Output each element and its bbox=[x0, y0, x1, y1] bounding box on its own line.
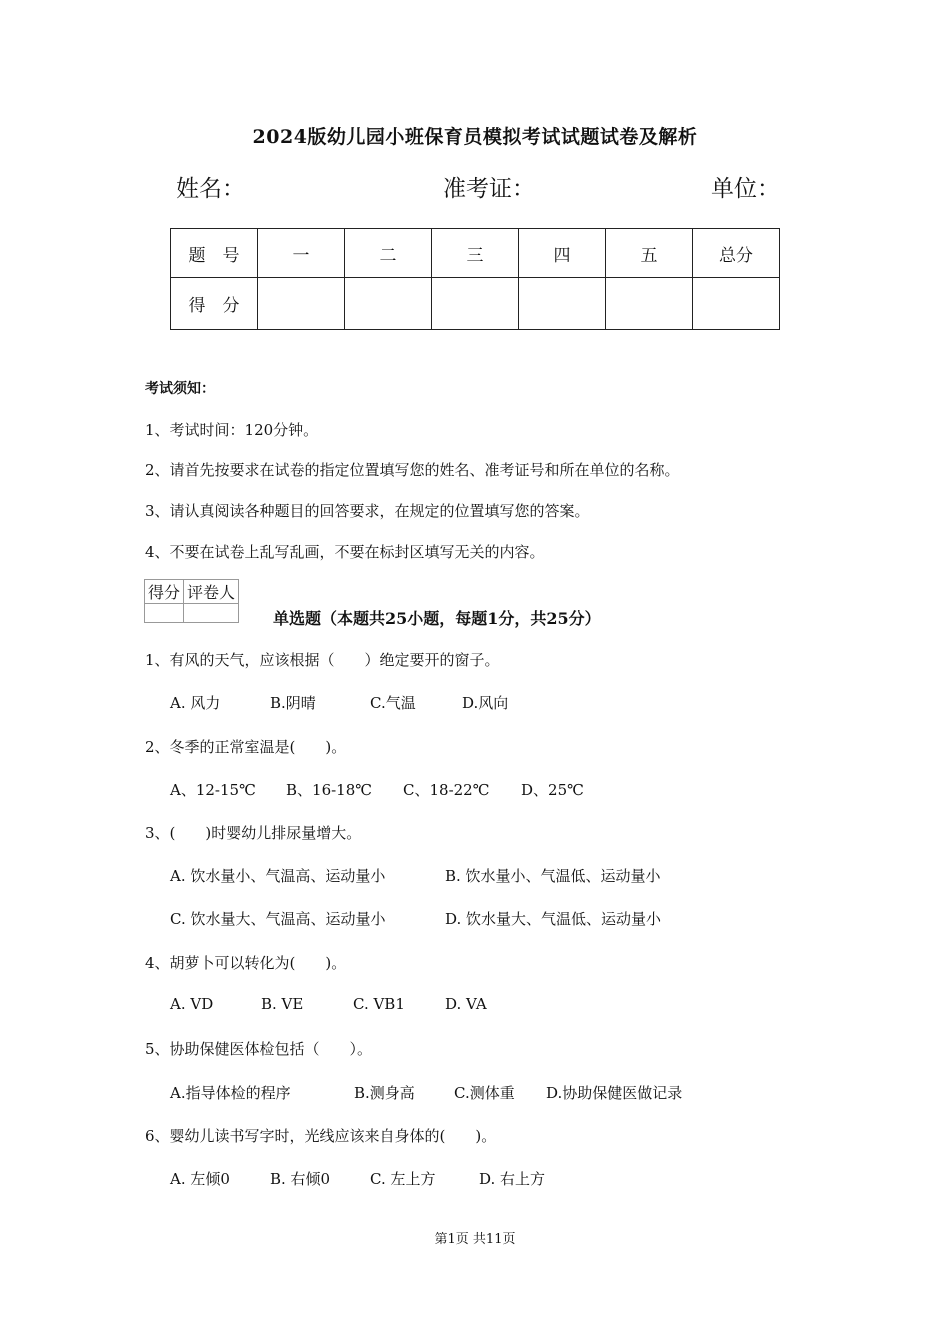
option-b[interactable]: B、16-18℃ bbox=[286, 781, 373, 799]
notice-heading: 考试须知： bbox=[145, 381, 215, 397]
score-input-cell[interactable] bbox=[345, 278, 432, 330]
question-options bbox=[170, 995, 487, 1013]
option-c[interactable]: C. 饮水量大、气温高、运动量小 bbox=[170, 910, 386, 928]
option-c[interactable]: C.气温 bbox=[370, 694, 416, 712]
option-a[interactable]: A、12-15℃ bbox=[170, 781, 256, 799]
option-d[interactable]: D. 右上方 bbox=[479, 1170, 546, 1188]
document-title: 2024版幼儿园小班保育员模拟考试试题试卷及解析 bbox=[252, 126, 698, 148]
option-a[interactable]: A.指导体检的程序 bbox=[170, 1084, 291, 1102]
question-stem: 6、婴幼儿读书写字时，光线应该来自身体的( )。 bbox=[145, 1127, 497, 1145]
score-table-score-row bbox=[171, 278, 780, 330]
grader-score-cell[interactable] bbox=[145, 604, 184, 623]
score-input-cell[interactable] bbox=[693, 278, 780, 330]
score-table-header-cell: 四 bbox=[519, 229, 606, 278]
question-options bbox=[170, 779, 584, 800]
option-a[interactable]: A. 风力 bbox=[170, 694, 221, 712]
notice-item: 4、不要在试卷上乱写乱画，不要在标封区填写无关的内容。 bbox=[145, 543, 545, 561]
option-c[interactable]: C. 左上方 bbox=[370, 1170, 436, 1188]
option-c[interactable]: C、18-22℃ bbox=[403, 781, 490, 799]
option-a[interactable]: A. 饮水量小、气温高、运动量小 bbox=[170, 867, 386, 885]
grader-box bbox=[144, 579, 239, 623]
question-options bbox=[170, 908, 661, 929]
question-options bbox=[170, 1168, 545, 1189]
option-b[interactable]: B. 饮水量小、气温低、运动量小 bbox=[445, 867, 661, 885]
page-footer: 第1页 共11页 bbox=[434, 1232, 516, 1247]
score-table-header-cell: 总分 bbox=[693, 229, 780, 278]
option-d[interactable]: D. 饮水量大、气温低、运动量小 bbox=[445, 910, 662, 928]
option-d[interactable]: D、25℃ bbox=[521, 781, 584, 799]
exam-number-field-label: 准考证： bbox=[443, 176, 535, 202]
score-table-header-cell: 二 bbox=[345, 229, 432, 278]
question-stem: 4、胡萝卜可以转化为( )。 bbox=[145, 954, 347, 972]
option-b[interactable]: B. VE bbox=[261, 995, 304, 1013]
notice-item: 1、考试时间：120分钟。 bbox=[145, 421, 319, 439]
grader-score-label: 得分 bbox=[145, 580, 184, 604]
option-a[interactable]: A. 左倾0 bbox=[170, 1170, 230, 1188]
score-table-header-cell: 一 bbox=[258, 229, 345, 278]
score-input-cell[interactable] bbox=[258, 278, 345, 330]
question-options bbox=[170, 1082, 682, 1103]
score-row-label: 得 分 bbox=[171, 278, 258, 330]
name-field-label: 姓名： bbox=[176, 176, 245, 202]
option-d[interactable]: D. VA bbox=[445, 995, 487, 1013]
section-title: 单选题（本题共25小题，每题1分，共25分） bbox=[273, 609, 601, 628]
option-d[interactable]: D.风向 bbox=[462, 694, 509, 712]
score-table bbox=[170, 228, 780, 330]
score-table-header-cell: 三 bbox=[432, 229, 519, 278]
question-options bbox=[170, 865, 661, 886]
unit-field-label: 单位： bbox=[711, 176, 780, 202]
option-b[interactable]: B.测身高 bbox=[354, 1084, 415, 1102]
score-input-cell[interactable] bbox=[432, 278, 519, 330]
question-stem: 1、有风的天气，应该根据（ ）绝定要开的窗子。 bbox=[145, 651, 500, 669]
question-stem: 5、协助保健医体检包括（ ）。 bbox=[145, 1040, 373, 1058]
grader-name-label: 评卷人 bbox=[184, 580, 239, 604]
option-c[interactable]: C. VB1 bbox=[353, 995, 405, 1013]
notice-item: 2、请首先按要求在试卷的指定位置填写您的姓名、准考证号和所在单位的名称。 bbox=[145, 461, 680, 479]
option-b[interactable]: B. 右倾0 bbox=[270, 1170, 331, 1188]
question-stem: 2、冬季的正常室温是( )。 bbox=[145, 738, 347, 756]
notice-item: 3、请认真阅读各种题目的回答要求，在规定的位置填写您的答案。 bbox=[145, 502, 590, 520]
grader-name-cell[interactable] bbox=[184, 604, 239, 623]
score-input-cell[interactable] bbox=[519, 278, 606, 330]
question-options bbox=[170, 692, 508, 713]
score-table-header-row bbox=[171, 229, 780, 278]
question-stem: 3、( )时婴幼儿排尿量增大。 bbox=[145, 824, 362, 842]
option-b[interactable]: B.阴晴 bbox=[270, 694, 316, 712]
score-input-cell[interactable] bbox=[606, 278, 693, 330]
option-c[interactable]: C.测体重 bbox=[454, 1084, 515, 1102]
option-d[interactable]: D.协助保健医做记录 bbox=[546, 1084, 683, 1102]
score-table-header-cell: 五 bbox=[606, 229, 693, 278]
score-table-header-cell: 题 号 bbox=[171, 229, 258, 278]
option-a[interactable]: A. VD bbox=[170, 995, 214, 1013]
